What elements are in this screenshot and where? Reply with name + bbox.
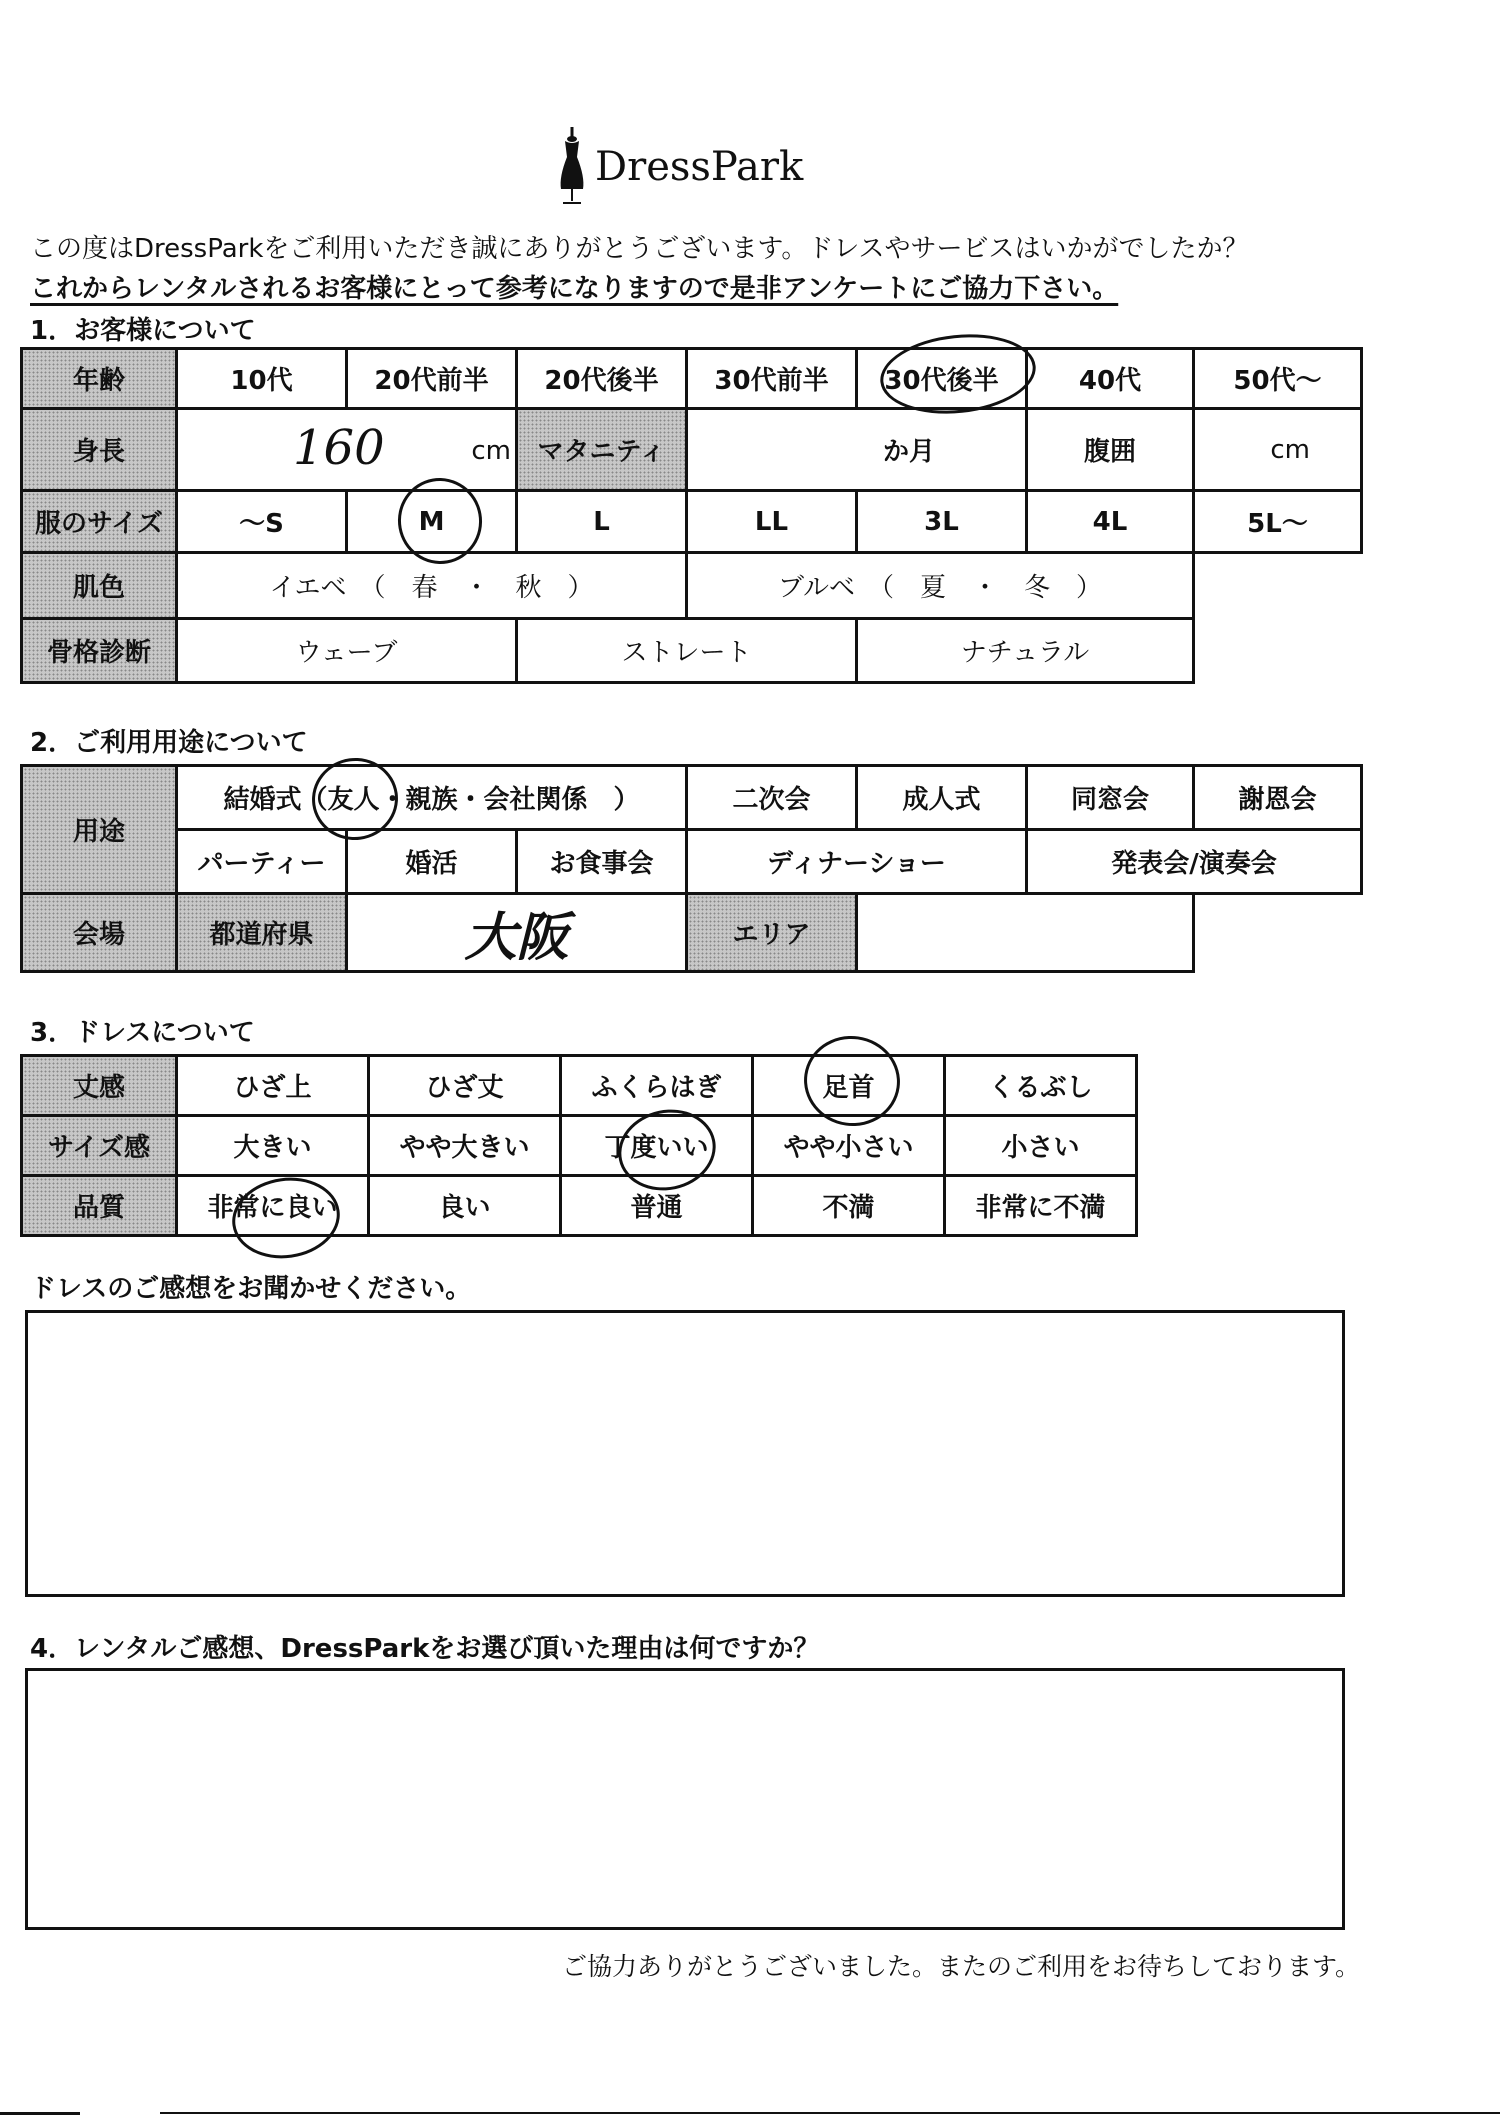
- length-option[interactable]: ふくらはぎ: [561, 1056, 753, 1116]
- size-option[interactable]: 〜S: [177, 491, 347, 553]
- age-label: 年齢: [22, 349, 177, 409]
- age-option[interactable]: 40代: [1027, 349, 1194, 409]
- fit-row: [22, 1116, 1137, 1176]
- quality-option-selected[interactable]: 非常に良い: [177, 1176, 369, 1236]
- size-option[interactable]: L: [517, 491, 687, 553]
- area-value[interactable]: [857, 894, 1194, 972]
- age-option[interactable]: 30代前半: [687, 349, 857, 409]
- intro-request: これからレンタルされるお客様にとって参考になりますので是非アンケートにご協力下さい。: [30, 274, 1119, 304]
- purpose-option[interactable]: ディナーショー: [687, 830, 1027, 894]
- purpose-option[interactable]: パーティー: [177, 830, 347, 894]
- customer-table: [20, 347, 1363, 684]
- purpose-row-2: [22, 830, 1362, 894]
- venue-label: 会場: [22, 894, 177, 972]
- fit-option[interactable]: 大きい: [177, 1116, 369, 1176]
- age-row: [22, 349, 1362, 409]
- length-option[interactable]: ひざ上: [177, 1056, 369, 1116]
- empty-cell: [1194, 553, 1362, 619]
- area-label: エリア: [687, 894, 857, 972]
- size-label: 服のサイズ: [22, 491, 177, 553]
- section4-title: 4．レンタルご感想、DressParkをお選び頂いた理由は何ですか？: [30, 1634, 820, 1664]
- purpose-option[interactable]: 婚活: [347, 830, 517, 894]
- age-option[interactable]: 20代後半: [517, 349, 687, 409]
- age-option[interactable]: 10代: [177, 349, 347, 409]
- height-row: [22, 409, 1362, 491]
- quality-option[interactable]: 普通: [561, 1176, 753, 1236]
- size-option[interactable]: 4L: [1027, 491, 1194, 553]
- size-row: [22, 491, 1362, 553]
- length-row: [22, 1056, 1137, 1116]
- section3-title: 3．ドレスについて: [30, 1018, 255, 1048]
- length-option[interactable]: ひざ丈: [369, 1056, 561, 1116]
- height-cell[interactable]: [177, 409, 517, 491]
- skin-row: [22, 553, 1362, 619]
- size-option-selected[interactable]: M: [347, 491, 517, 553]
- size-option[interactable]: 3L: [857, 491, 1027, 553]
- quality-row: [22, 1176, 1137, 1236]
- fit-option-selected[interactable]: 丁度いい: [561, 1116, 753, 1176]
- intro-text: この度はDressParkをご利用いただき誠にありがとうございます。ドレスやサービスはいかがでしたか？: [30, 234, 1249, 264]
- height-label: 身長: [22, 409, 177, 491]
- age-option[interactable]: 20代前半: [347, 349, 517, 409]
- fit-option[interactable]: やや小さい: [753, 1116, 945, 1176]
- frame-option[interactable]: ナチュラル: [857, 619, 1194, 683]
- purpose-option[interactable]: 同窓会: [1027, 766, 1194, 830]
- purpose-option[interactable]: お食事会: [517, 830, 687, 894]
- waist-unit: cm: [1270, 434, 1310, 465]
- frame-label: 骨格診断: [22, 619, 177, 683]
- section1-title: 1．お客様について: [30, 316, 256, 346]
- maternity-label: マタニティ: [517, 409, 687, 491]
- length-option-selected[interactable]: 足首: [753, 1056, 945, 1116]
- purpose-option[interactable]: 二次会: [687, 766, 857, 830]
- purpose-row-1: [22, 766, 1362, 830]
- age-option[interactable]: 50代〜: [1194, 349, 1362, 409]
- empty-cell: [1194, 619, 1362, 683]
- scan-edge-line: [0, 2112, 80, 2115]
- length-label: 丈感: [22, 1056, 177, 1116]
- empty-cell: [1194, 894, 1362, 972]
- purpose-option-wedding[interactable]: 結婚式（友人・親族・会社関係 ）: [177, 766, 687, 830]
- dress-table: [20, 1054, 1138, 1237]
- frame-row: [22, 619, 1362, 683]
- quality-option[interactable]: 不満: [753, 1176, 945, 1236]
- maternity-cell[interactable]: [687, 409, 1027, 491]
- waist-cell[interactable]: [1194, 409, 1362, 491]
- prefecture-label: 都道府県: [177, 894, 347, 972]
- height-unit: cm: [471, 436, 511, 466]
- height-value: 160: [293, 420, 385, 476]
- purpose-option[interactable]: 発表会/演奏会: [1027, 830, 1362, 894]
- maternity-unit: か月: [882, 437, 935, 467]
- quality-option[interactable]: 非常に不満: [945, 1176, 1137, 1236]
- frame-option[interactable]: ストレート: [517, 619, 857, 683]
- size-option[interactable]: LL: [687, 491, 857, 553]
- size-option[interactable]: 5L〜: [1194, 491, 1362, 553]
- purpose-option[interactable]: 謝恩会: [1194, 766, 1362, 830]
- section2-title: 2．ご利用用途について: [30, 728, 308, 758]
- skin-label: 肌色: [22, 553, 177, 619]
- brand-name: DressPark: [595, 144, 804, 190]
- impressions-textarea[interactable]: [25, 1310, 1345, 1597]
- scan-edge-line: [160, 2112, 1500, 2114]
- purpose-label: 用途: [22, 766, 177, 894]
- fit-label: サイズ感: [22, 1116, 177, 1176]
- prefecture-value[interactable]: 大阪: [347, 894, 687, 972]
- reason-textarea[interactable]: [25, 1668, 1345, 1930]
- age-option-selected[interactable]: 30代後半: [857, 349, 1027, 409]
- quality-option[interactable]: 良い: [369, 1176, 561, 1236]
- frame-option[interactable]: ウェーブ: [177, 619, 517, 683]
- purpose-table: [20, 764, 1363, 973]
- skin-option-yellow[interactable]: イエベ （ 春 ・ 秋 ）: [177, 553, 687, 619]
- purpose-option[interactable]: 成人式: [857, 766, 1027, 830]
- venue-row: [22, 894, 1362, 972]
- dress-form-icon: [555, 127, 589, 207]
- skin-option-blue[interactable]: ブルベ （ 夏 ・ 冬 ）: [687, 553, 1194, 619]
- quality-label: 品質: [22, 1176, 177, 1236]
- thanks-message: ご協力ありがとうございました。またのご利用をお待ちしております。: [561, 1952, 1360, 1981]
- fit-option[interactable]: 小さい: [945, 1116, 1137, 1176]
- fit-option[interactable]: やや大きい: [369, 1116, 561, 1176]
- length-option[interactable]: くるぶし: [945, 1056, 1137, 1116]
- impressions-label: ドレスのご感想をお聞かせください。: [30, 1274, 472, 1304]
- waist-label: 腹囲: [1027, 409, 1194, 491]
- brand-logo: [555, 122, 803, 212]
